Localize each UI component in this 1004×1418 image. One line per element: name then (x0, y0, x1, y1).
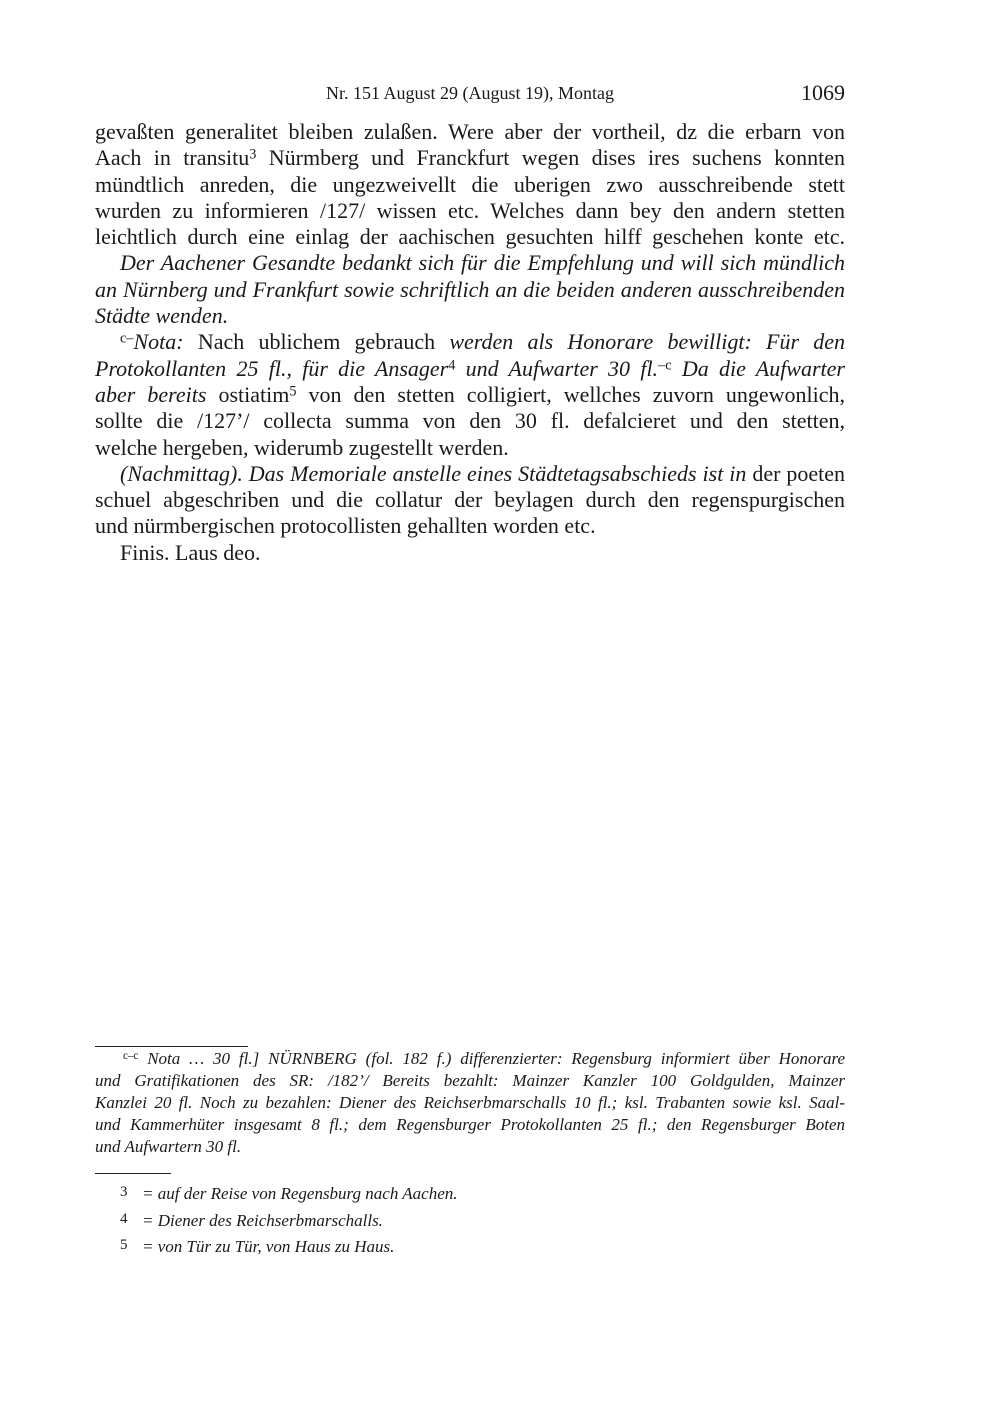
text-segment: schuel abgeschriben und die collatur der beylagen durch den regenspurgischen (95, 487, 845, 513)
text-line (95, 277, 845, 303)
superscript-marker: 4 (448, 357, 456, 374)
text-line (95, 198, 845, 224)
footnote-number: 4 (120, 1210, 128, 1227)
running-title: Nr. 151 August 29 (August 19), Montag (326, 83, 614, 103)
text-segment: und Gratifikationen des SR: /182’/ Bereits bezahlt: Mainzer Kanzler 100 Goldgulden, Mainzer (95, 1071, 845, 1090)
text-segment: und nürmbergischen protocollisten gehallten worden etc. (95, 513, 596, 539)
critical-apparatus (95, 1048, 845, 1158)
text-segment: Nach ublichem gebrauch (183, 329, 450, 355)
footnote-divider (95, 1173, 171, 1174)
text-segment: und Kammerhüter insgesamt 8 fl.; dem Regensburger Protokollanten 25 fl.; den Regensburger Boten (95, 1115, 845, 1134)
text-line (95, 250, 845, 276)
text-segment: und Aufwartern 30 fl. (95, 1137, 242, 1156)
text-segment: Da die Aufwarter (671, 355, 845, 381)
footnote-text: = Diener des Reichserbmarschalls. (142, 1210, 383, 1230)
text-segment: der poeten (746, 460, 845, 486)
text-line (95, 1114, 845, 1136)
text-line (95, 513, 845, 539)
text-segment: Städte wenden. (95, 303, 229, 329)
text-line (95, 356, 845, 382)
text-line (95, 329, 845, 355)
text-segment: (Nachmittag). Das Memoriale anstelle eines Städtetagsabschieds ist in (120, 460, 747, 486)
superscript-marker: c– (120, 330, 134, 347)
footnotes (120, 1180, 458, 1260)
text-line (95, 119, 845, 145)
text-line (95, 540, 845, 566)
text-segment: aber bereits (95, 381, 207, 407)
text-segment: und Aufwarter 30 fl. (455, 355, 659, 381)
page-number: 1069 (801, 80, 845, 105)
text-segment: sollte die /127’/ collecta summa von den 30 fl. defalcieret und den stetten, (95, 408, 845, 434)
superscript-marker: c–c (123, 1050, 139, 1063)
text-segment: Aach in transitu (95, 145, 250, 171)
critical-note-divider (95, 1046, 248, 1047)
page-header (95, 80, 845, 108)
text-segment: ostiatim (206, 381, 290, 407)
footnote-number: 5 (120, 1237, 128, 1253)
footnote-text: = auf der Reise von Regensburg nach Aachen. (142, 1184, 458, 1203)
superscript-marker: –c (658, 357, 672, 374)
text-line (95, 382, 845, 408)
text-segment: Finis. Laus deo. (120, 539, 261, 565)
text-line (95, 145, 845, 171)
text-segment: von den stetten colligiert, wellches zuvorn ungewonlich, (296, 381, 846, 407)
text-line (95, 1136, 845, 1158)
text-segment: welche hergeben, widerumb zugestellt werden. (95, 434, 509, 460)
text-line (95, 408, 845, 434)
text-line (95, 1092, 845, 1114)
footnote (120, 1233, 458, 1260)
text-segment: mündtlich anreden, die ungezweivellt die uberigen zwo ausschreibende stett (95, 171, 845, 197)
text-segment: an Nürnberg und Frankfurt sowie schriftlich an die beiden anderen ausschreibenden (95, 276, 845, 302)
text-segment: Kanzlei 20 fl. Noch zu bezahlen: Diener des Reichserbmarschalls 10 fl.; ksl. Trabanten sowie ksl. Saal- (95, 1093, 845, 1112)
text-line (95, 303, 845, 329)
text-segment: Nota: (133, 329, 184, 355)
text-line (95, 1048, 845, 1070)
text-segment: gevaßten generalitet bleiben zulaßen. Were aber der vortheil, dz die erbarn von (95, 119, 845, 144)
superscript-marker: 5 (289, 383, 297, 400)
text-line (95, 435, 845, 461)
text-line (95, 172, 845, 198)
text-segment: werden als Honorare bewilligt: Für den (449, 329, 845, 355)
text-line (95, 461, 845, 487)
footnote-text: = von Tür zu Tür, von Haus zu Haus. (142, 1237, 395, 1256)
footnote (120, 1180, 458, 1207)
text-segment: wurden zu informieren /127/ wissen etc. Welches dann bey den andern stetten (95, 197, 845, 223)
text-segment: Der Aachener Gesandte bedankt sich für die Empfehlung und will sich mündlich (120, 250, 845, 276)
superscript-marker: 3 (249, 146, 257, 163)
text-line (95, 224, 845, 250)
text-segment: Nota … 30 fl.] NÜRNBERG (fol. 182 f.) differenzierter: Regensburg informiert über Honorare (138, 1049, 845, 1068)
text-line (95, 487, 845, 513)
text-line (95, 1070, 845, 1092)
footnote (120, 1207, 458, 1234)
text-segment: leichtlich durch eine einlag der aachischen gesuchten hilff geschehen konte etc. (95, 224, 845, 250)
text-segment: Protokollanten 25 fl., für die Ansager (95, 355, 449, 381)
footnote-number: 3 (120, 1184, 128, 1200)
text-segment: Nürmberg und Franckfurt wegen dises ires suchens konnten (256, 145, 845, 171)
main-text (95, 119, 845, 566)
